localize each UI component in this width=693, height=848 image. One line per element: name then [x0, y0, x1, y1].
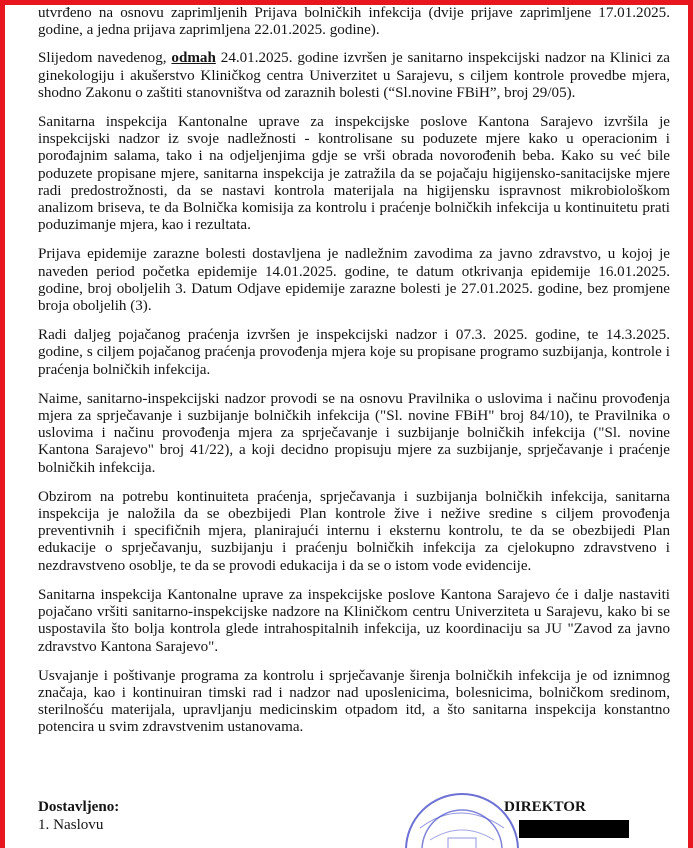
paragraph-intro-continued: utvrđeno na osnovu zaprimljenih Prijava bolničkih infekcija (dvije prijave zaprimljene 17.01.2025. godine, a jedna prijava zaprimljena 22.01.2025. godine).: [38, 5, 670, 39]
delivered-item: 1. Naslovu: [38, 817, 104, 833]
paragraph-legal-basis: Naime, sanitarno-inspekcijski nadzor provodi se na osnovu Pravilnika o uslovima i načinu provođenja mjera za sprječavanje i suzbijanje bolničkih infekcija ("Sl. novine FBiH" broj 84/10), te Pravilnika o uslovima i načinu provođenja mjera za sprječavanje i suzbijanje bolničkih infekcija ("Sl. novine Kantona Sarajevo" broj 41/22), a koji decidno propisuju mjere za suzbijanje, sprječavanje i praćenje bolničkih infekcija.: [38, 390, 670, 476]
official-stamp-icon: [400, 788, 520, 848]
paragraph-epidemic-report: Prijava epidemije zarazne bolesti dostavljena je nadležnim zavodima za javno zdravstvo, u kojoj je naveden period početka epidemije 14.01.2025. godine, te datum otkrivanja epidemije 16.01.2025. godine, broj oboljelih 3. Datum Odjave epidemije zarazne bolesti je 27.01.2025. godine, bez promjene broja oboljelih (3).: [38, 246, 670, 315]
redacted-name-bar: [519, 820, 629, 838]
document-footer: [38, 798, 670, 834]
director-label: DIREKTOR: [504, 799, 586, 815]
paragraph-follow-up: Radi daljeg pojačanog praćenja izvršen je inspekcijski nadzor i 07.3. 2025. godine, te 14.3.2025. godine, s ciljem pojačanog praćenja provođenja mjera koje su propisane programo suzbijanja, kontrole i praćenja bolničkih infekcija.: [38, 327, 670, 378]
delivered-label: Dostavljeno:: [38, 799, 120, 815]
paragraph-suffix: 24.01.2025. godine izvršen je sanitarno inspekcijski nadzor na Klinici za ginekologiju i akušerstvo Kliničkog centra Univerzitet u Sarajevu, s ciljem kontrole provedbe mjera, shodno Zakonu o zaštiti stanovništva od zaraznih bolesti (“Sl.novine FBiH”, broj 29/05).: [38, 50, 670, 101]
paragraph-inspection-date: [38, 50, 670, 102]
paragraph-inspection-scope: Sanitarna inspekcija Kantonalne uprave za inspekcijske poslove Kantona Sarajevo izvršila je inspekcijski nadzor iz svoje nadležnosti - kontrolisane su poduzete mjere kako u operacionim i porođajnim salama, tako i na odjeljenjima gdje se vrši obrada novorođenih beba. Kako su već bile poduzete propisane mjere, sanitarna inspekcija je zatražila da se pojačaju higijensko-sanitacijske mjere radi predostrožnosti, da se nastavi kontrola materijala na higijensku ispravnost mikrobiološkom analizom briseva, te da Bolnička komisija za kontrolu i praćenje bolničkih infekcija u kontinuitetu prati poduzimanje mjera, kao i rezultata.: [38, 114, 670, 234]
paragraph-plan-order: Obzirom na potrebu kontinuiteta praćenja, sprječavanja i suzbijanja bolničkih infekcija, sanitarna inspekcija je naložila da se obezbijedi Plan kontrole žive i nežive sredine s ciljem provođenja preventivnih i specifičnih mjera, planirajući internu i eksternu kontrolu, te da se obezbijedi Plan edukacije o sprječavanju, suzbijanju i praćenju bolničkih infekcija za cjelokupno zdravstveno i nezdravstveno osoblje, te da se provodi edukacija i da se o istom vode evidencije.: [38, 488, 670, 574]
document-body: [38, 5, 670, 749]
paragraph-prefix: Slijedom navedenog,: [38, 50, 172, 67]
paragraph-continued-supervision: Sanitarna inspekcija Kantonalne uprave za inspekcijske poslove Kantona Sarajevo će i dalje nastaviti pojačano vršiti sanitarno-inspekcijske nadzore na Kliničkom centru Univerziteta u Sarajevu, kako bi se uspostavila što bolja kontrola glede intrahospitalnih infekcija, uz koordinaciju sa JU "Zavod za javno zdravstvo Kantona Sarajevo".: [38, 586, 670, 655]
paragraph-program-importance: Usvajanje i poštivanje programa za kontrolu i sprječavanje širenja bolničkih infekcija je od iznimnog značaja, kao i kontinuiran timski rad i nadzor nad uposlenicima, bolesnicima, bolničkom sredinom, sterilnošću materijala, upravljanju medicinskim otpadom itd, a što sanitarna inspekcija konstantno potencira u svim zdravstvenim ustanovama.: [38, 667, 670, 736]
emphasis-odmah: odmah: [171, 50, 216, 67]
document-page: [5, 5, 688, 848]
